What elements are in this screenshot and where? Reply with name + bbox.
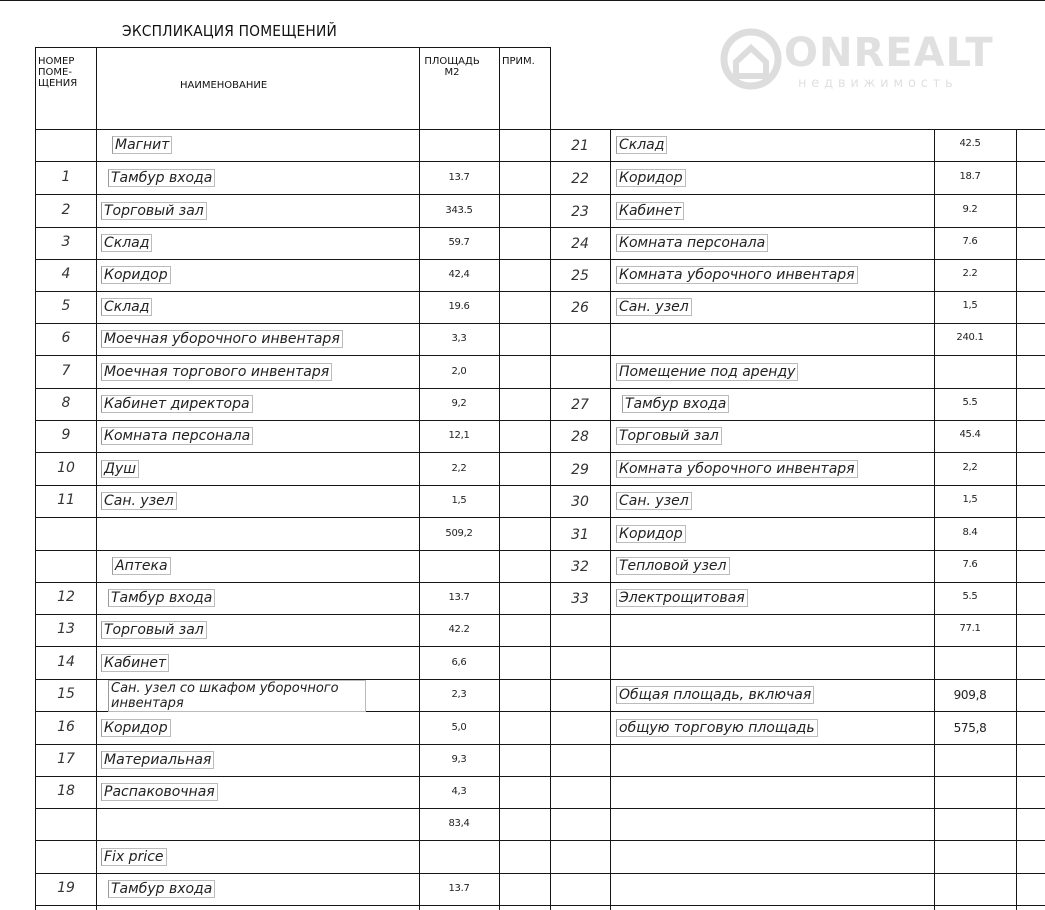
right-room-number: 31 [571,526,589,543]
right-room-area: 5.5 [962,591,978,602]
left-row-line-3 [35,227,550,228]
right-room-name: Коридор [616,169,686,187]
left-row-line-2 [35,194,550,195]
right-row-line-12 [550,517,1045,518]
right-row-line-6 [550,323,1045,324]
right-room-area: 909,8 [953,688,987,702]
right-row-line-13 [550,550,1045,551]
right-row-line-18 [550,711,1045,712]
right-room-area: 240.1 [956,332,984,343]
left-row-line-4 [35,259,550,260]
left-room-area: 2,0 [451,365,467,377]
left-room-area: 9,3 [451,754,467,765]
left-row-line-7 [35,355,550,356]
right-room-number: 32 [571,559,589,575]
right-room-area: 7.6 [962,559,978,570]
left-room-number: 17 [57,751,75,767]
right-room-name: Сан. узел [616,492,692,510]
right-row-line-23 [550,873,1045,874]
left-row-line-20 [35,776,550,777]
left-row-line-11 [35,485,550,486]
left-room-area: 5,0 [451,721,467,733]
right-room-name: общую торговую площадь [616,719,818,737]
right-room-area: 7.6 [962,236,978,247]
right-row-line-5 [550,291,1045,292]
left-room-number: 18 [57,783,75,799]
right-room-area: 9.2 [962,203,978,215]
left-room-name: Торговый зал [101,202,207,220]
left-room-number: 19 [57,880,75,896]
right-room-number: 22 [571,170,589,187]
left-room-number: 9 [61,427,71,443]
right-room-name: Тепловой узел [616,557,730,575]
left-row-line-22 [35,840,550,841]
left-room-name: Склад [101,234,152,252]
left-room-name: Распаковочная [101,783,218,801]
right-room-area: 2.2 [962,268,978,279]
left-row-line-10 [35,452,550,453]
left-row-line-6 [35,323,550,324]
right-room-area: 2,2 [962,461,978,473]
left-row-line-5 [35,291,550,292]
right-room-area: 42.5 [959,138,981,149]
left-room-area: 4,3 [451,786,467,797]
right-row-line-1 [550,161,1045,162]
left-row-line-0 [35,129,550,130]
header-name: НАИМЕНОВАНИЕ [180,80,268,91]
left-room-number: 13 [57,621,75,637]
right-row-line-21 [550,808,1045,809]
left-room-name: Сан. узел со шкафом уборочного инвентаря [108,680,366,712]
left-col-line-0 [35,47,36,910]
left-row-line-15 [35,614,550,615]
left-room-area: 3,3 [451,333,467,344]
right-room-number: 27 [571,397,589,413]
left-room-number: 3 [61,234,71,250]
right-room-name: Комната уборочного инвентаря [616,460,858,478]
left-row-line-8 [35,388,550,389]
left-room-area: 59.7 [448,237,470,248]
document-title: ЭКСПЛИКАЦИЯ ПОМЕЩЕНИЙ [122,22,337,40]
right-col-line-2 [1016,129,1017,910]
left-col-line-3 [499,47,500,910]
left-row-line-1 [35,161,550,162]
right-row-line-0 [550,129,1045,130]
left-room-name: Тамбур входа [108,589,215,607]
left-room-area: 13.7 [448,171,470,183]
right-room-name: Торговый зал [616,427,722,445]
right-room-name: Тамбур входа [622,395,729,413]
left-room-name: Тамбур входа [108,169,215,187]
right-room-number: 26 [571,300,589,316]
left-room-name: Магнит [112,136,172,154]
page-top-border [0,0,1045,1]
left-room-name: Коридор [101,719,171,737]
right-room-number: 24 [571,236,589,252]
left-room-name: Кабинет директора [101,395,253,413]
left-room-name: Fix price [101,848,167,866]
left-room-area: 13.7 [448,883,470,894]
left-room-name: Аптека [112,557,171,575]
left-row-line-14 [35,582,550,583]
left-room-number: 2 [61,201,71,218]
watermark-brand: ONREALT [784,30,994,76]
watermark-tagline: недвижимость [798,76,958,91]
right-room-name: Кабинет [616,202,684,220]
left-room-area: 42.2 [448,624,470,635]
right-room-number: 29 [571,461,589,478]
right-room-number: 33 [571,591,589,607]
left-room-number: 5 [61,298,71,314]
right-room-number: 21 [571,138,589,154]
left-row-line-12 [35,517,550,518]
right-room-name: Комната персонала [616,234,768,252]
left-room-area: 9,2 [451,398,467,409]
left-room-number: 6 [61,330,71,346]
right-room-area: 575,8 [953,720,987,735]
right-room-name: Сан. узел [616,298,692,316]
right-room-number: 25 [571,268,589,284]
left-room-number: 15 [57,686,75,702]
right-row-line-20 [550,776,1045,777]
left-room-number: 10 [57,459,75,476]
left-room-area: 83,4 [448,818,470,829]
right-room-area: 18.7 [959,170,981,182]
right-row-line-17 [550,679,1045,680]
left-row-line-9 [35,420,550,421]
left-room-area: 42,4 [448,269,470,280]
right-row-line-11 [550,485,1045,486]
left-row-line-19 [35,744,550,745]
right-row-line-22 [550,840,1045,841]
left-row-line-16 [35,646,550,647]
right-row-line-2 [550,194,1045,195]
left-room-name: Моечная уборочного инвентаря [101,330,343,348]
left-room-name: Склад [101,298,152,316]
left-room-number: 16 [57,718,75,735]
header-note: ПРИМ. [502,56,535,67]
left-row-line-24 [35,905,550,906]
right-row-line-4 [550,259,1045,260]
right-room-area: 8.4 [962,526,978,538]
right-col-line-0 [610,129,611,910]
right-row-line-24 [550,905,1045,906]
right-row-line-7 [550,355,1045,356]
right-row-line-3 [550,227,1045,228]
left-room-number: 4 [61,266,71,282]
right-row-line-10 [550,452,1045,453]
left-room-area: 12,1 [448,430,470,441]
house-logo-icon [720,26,782,92]
left-room-area: 2,3 [451,689,467,700]
right-room-area: 1,5 [962,494,978,505]
right-row-line-16 [550,646,1045,647]
left-col-line-4 [550,47,551,910]
left-room-name: Душ [101,460,139,478]
left-room-area: 2,2 [451,462,467,474]
right-room-name: Склад [616,136,667,154]
table-top-border [35,47,550,48]
left-room-number: 12 [57,589,75,605]
left-room-area: 6,6 [451,656,467,668]
right-row-line-14 [550,582,1045,583]
left-row-line-13 [35,550,550,551]
left-room-name: Кабинет [101,654,169,672]
right-room-area: 77.1 [959,623,981,634]
right-row-line-15 [550,614,1045,615]
right-row-line-19 [550,744,1045,745]
left-row-line-23 [35,873,550,874]
left-room-name: Тамбур входа [108,880,215,898]
right-room-name: Общая площадь, включая [616,686,814,704]
right-room-name: Электрощитовая [616,589,748,607]
left-room-number: 14 [57,653,75,670]
right-row-line-8 [550,388,1045,389]
left-room-number: 11 [57,492,75,508]
right-room-name: Комната уборочного инвентаря [616,266,858,284]
left-room-number: 8 [61,395,71,411]
header-area: ПЛОЩАДЬ М2 [424,56,480,78]
left-room-name: Торговый зал [101,621,207,639]
left-room-area: 19.6 [448,301,470,312]
right-room-number: 23 [571,203,589,220]
left-col-line-2 [419,47,420,910]
right-room-area: 45.4 [959,429,981,440]
left-room-area: 343.5 [445,204,473,216]
left-room-area: 13.7 [448,592,470,603]
left-room-name: Сан. узел [101,492,177,510]
left-room-area: 1,5 [451,495,467,506]
right-col-line-1 [934,129,935,910]
left-row-line-21 [35,808,550,809]
right-room-name: Помещение под аренду [616,363,798,381]
left-col-line-1 [96,47,97,910]
left-room-name: Коридор [101,266,171,284]
left-room-number: 7 [61,362,71,379]
left-room-number: 1 [61,168,71,185]
right-room-name: Коридор [616,525,686,543]
left-room-area: 509,2 [445,527,473,539]
right-room-area: 5.5 [962,397,978,408]
left-room-name: Моечная торгового инвентаря [101,363,332,381]
header-number: НОМЕР ПОМЕ- ЩЕНИЯ [38,56,78,89]
right-row-line-9 [550,420,1045,421]
right-room-number: 28 [571,429,589,445]
right-room-area: 1,5 [962,300,978,311]
right-room-number: 30 [571,494,589,510]
left-room-name: Материальная [101,751,214,769]
left-room-name: Комната персонала [101,427,253,445]
